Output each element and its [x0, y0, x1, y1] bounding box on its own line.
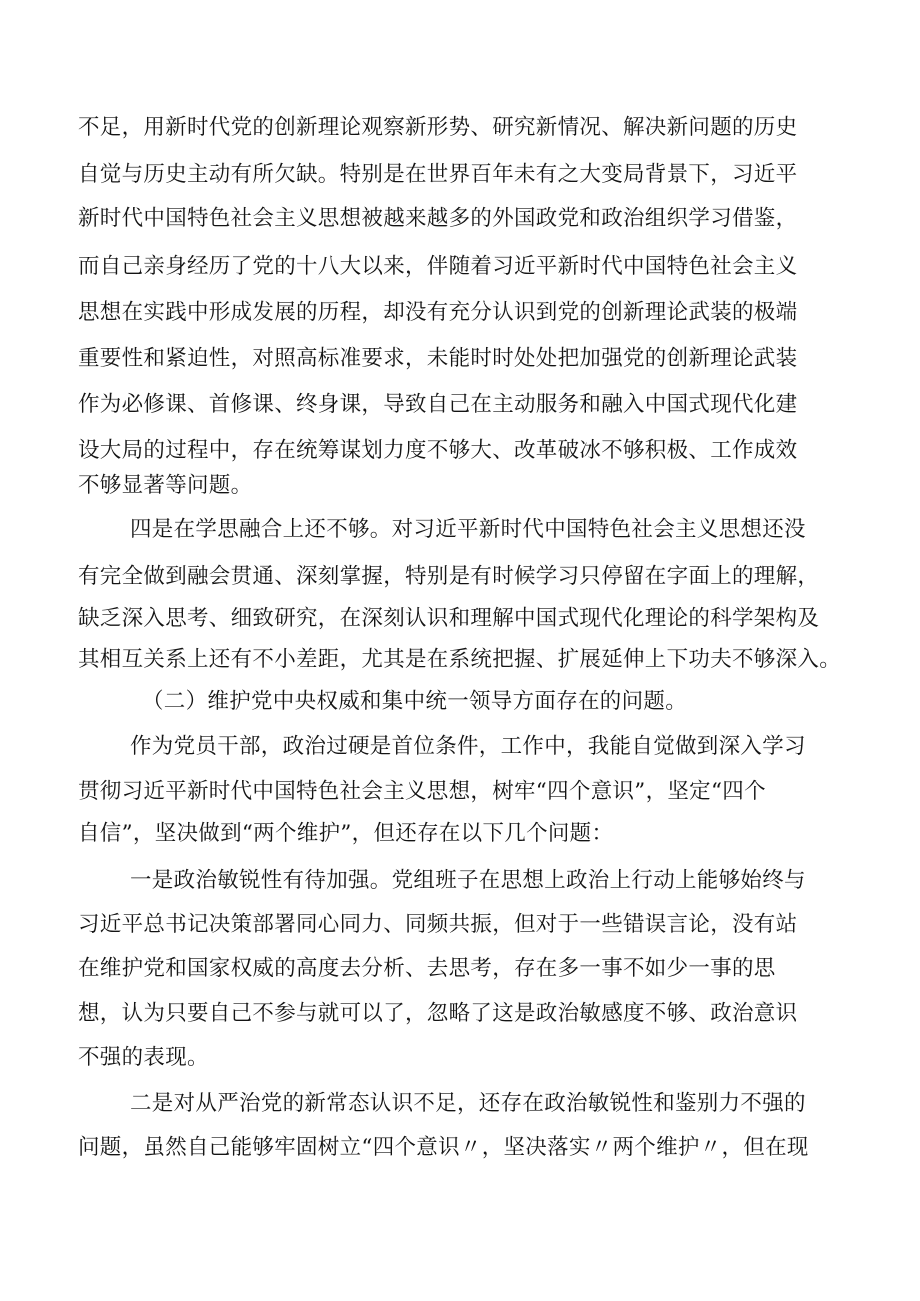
text-line: 设大局的过程中，存在统筹谋划力度不够大、改革破冰不够积极、工作成效	[78, 438, 798, 463]
text-line: 而自己亲身经历了党的十八大以来，伴随着习近平新时代中国特色社会主义	[78, 254, 798, 279]
text-line: 作为党员干部，政治过硬是首位条件，工作中，我能自觉做到深入学习	[130, 734, 806, 759]
text-line: 贯彻习近平新时代中国特色社会主义思想，树牢“四个意识”，坚定“四个	[78, 779, 766, 804]
text-line: 不足，用新时代党的创新理论观察新形势、研究新情况、解决新问题的历史	[78, 115, 798, 140]
text-line: 重要性和紧迫性，对照高标准要求，未能时时处处把加强党的创新理论武装	[78, 346, 798, 371]
text-line: 其相互关系上还有不小差距，尤其是在系统把握、扩展延伸上下功夫不够深入。	[78, 647, 842, 672]
text-line: 四是在学思融合上还不够。对习近平新时代中国特色社会主义思想还没	[130, 517, 806, 542]
text-line: 思想在实践中形成发展的历程，却没有充分认识到党的创新理论武装的极端	[78, 300, 798, 325]
section-heading: （二）维护党中央权威和集中统一领导方面存在的问题。	[142, 689, 688, 714]
text-line: 缺乏深入思考、细致研究，在深刻认识和理解中国式现代化理论的科学架构及	[78, 606, 820, 631]
text-line: 在维护党和国家权威的高度去分析、去思考，存在多一事不如少一事的思	[78, 956, 776, 981]
text-line: 自信”，坚决做到“两个维护”，但还存在以下几个问题：	[78, 821, 614, 846]
text-line: 习近平总书记决策部署同心同力、同频共振，但对于一些错误言论，没有站	[78, 912, 798, 937]
text-line: 想，认为只要自己不参与就可以了，忽略了这是政治敏感度不够、政治意识	[78, 1001, 798, 1026]
text-line: 有完全做到融会贯通、深刻掌握，特别是有时候学习只停留在字面上的理解，	[78, 564, 820, 589]
text-line: 不强的表现。	[78, 1045, 209, 1070]
text-line: 新时代中国特色社会主义思想被越来越多的外国政党和政治组织学习借鉴，	[78, 206, 798, 231]
text-line: 一是政治敏锐性有待加强。党组班子在思想上政治上行动上能够始终与	[130, 868, 806, 893]
text-line: 自觉与历史主动有所欠缺。特别是在世界百年未有之大变局背景下，习近平	[78, 162, 798, 187]
text-line: 问题，虽然自己能够牢固树立“四个意识〃，坚决落实〃两个维护〃，但在现	[78, 1135, 809, 1160]
text-line: 二是对从严治党的新常态认识不足，还存在政治敏锐性和鉴别力不强的	[130, 1091, 806, 1116]
text-line: 作为必修课、首修课、终身课，导致自己在主动服务和融入中国式现代化建	[78, 392, 798, 417]
text-line: 不够显著等问题。	[78, 473, 253, 498]
